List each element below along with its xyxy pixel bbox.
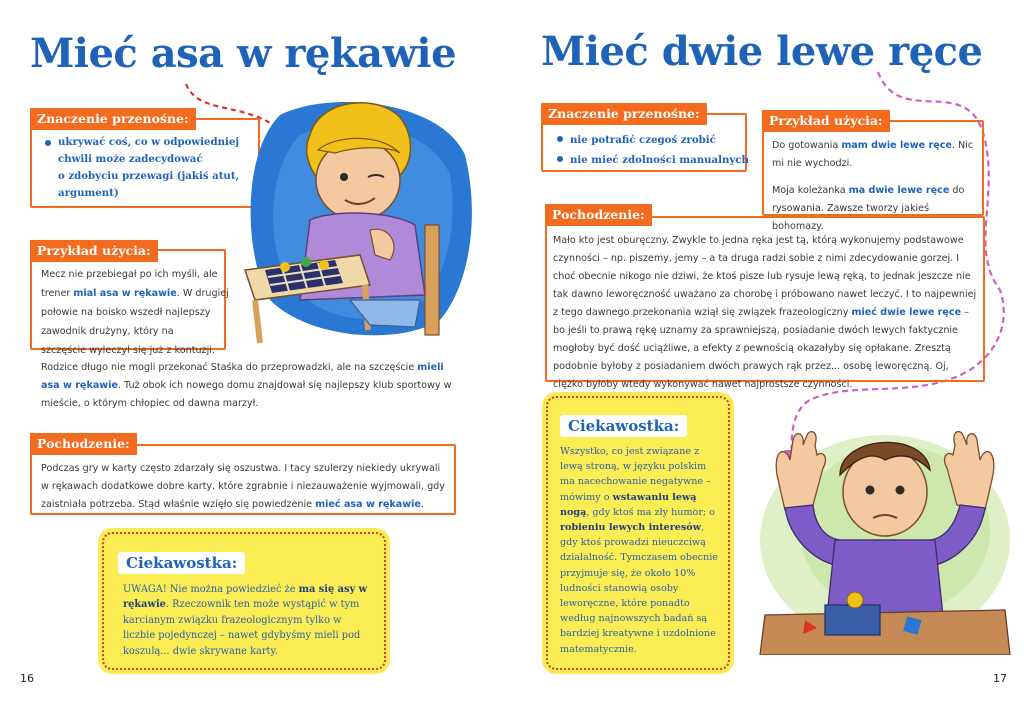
right-example-e1: Do gotowania mam dwie lewe ręce. Nic mi nie wychodzi. [772,140,974,169]
right-origin-text: Mało kto jest oburęczny. Zwykle to jedna ręka jest tą, którą wykonujemy podstawowe czynności – np. piszemy, jemy – a ta druga radzi sobie z nimi zdecydowanie gorzej. I choć obecnie nikogo nie dziwi, że ktoś pisze lub rysuje lewą ręką, to jednak jeszcze nie tak dawno leworęczność uważano za chorobę i próbowano nawet leczyć. I to najpewniej z tego dawnego przekonania wziął się związek frazeologiczny mieć dwie lewe ręce – bo jeśli to prawą rękę uznamy za sprawniejszą, posiadanie dwóch lewych faktycznie mogłoby być dość uciążliwe, a efekty z pewnością okazałyby się opłakane. Zresztą podobnie byłoby z posiadaniem dwóch prawych rąk przez... osobę leworęczną. Oj, ciężko byłoby wtedy wykonywać nawet najprostsze czynności. [553,235,977,390]
meaning-line: argument) [58,187,119,199]
confused-boy-raised-hands-illustration [755,420,1015,655]
left-fact-label: Ciekawostka: [118,552,245,574]
right-meaning-label: Znaczenie przenośne: [541,103,707,125]
right-fact-text: Wszystko, co jest związane z lewą stroną, w języku polskim ma nacechowanie negatywne – mówimy o wstawaniu lewą nogą, gdy ktoś ma zły humor; o robieniu lewych interesów, gdy ktoś prowadzi nieuczciwą działalność. Tymczasem obecnie przyjmuje się, że około 10% ludności stanowią osoby leworęczne, które ponadto według najnowszych badań są bardziej kreatywne i uzdolnione matematycznie. [560,446,718,655]
right-meaning-list [556,130,756,170]
example-line: trener mial asa w rękawie. W drugiej [41,288,229,299]
left-origin-text: Podczas gry w karty często zdarzały się oszustwa. I tacy szulerzy niekiedy ukrywali w rękawach dodatkowe dobre karty, które zgrabnie i niezauważenie wyjmowali, gdy zaistniała potrzeba. Stąd właśnie wzięło się powiedzenie mieć asa w rękawie. [41,463,445,510]
example-line: zawodnik drużyny, który na [41,326,174,337]
left-title: Mieć asa w rękawie [30,30,457,77]
right-example-label: Przykład użycia: [762,110,890,132]
left-fact-text: UWAGA! Nie można powiedzieć że ma się asy w rękawie. Rzeczownik ten może wystąpić w tym karcianym związku frazeologicznym tylko w liczbie pojedynczej – nawet gdybyśmy mieli pod koszulą... dwie skrywane karty. [123,584,368,657]
example-line: połowie na boisko wszedł najlepszy [41,307,211,318]
right-origin-label: Pochodzenie: [545,204,652,226]
left-origin-label: Pochodzenie: [30,433,137,455]
meaning-line: o zdobyciu przewagi (jakiś atut, [58,170,240,182]
right-example-e2: Moja koleżanka ma dwie lewe ręce do rysowania. Zawsze tworzy jakieś bohomazy. [772,185,965,232]
example-line: Mecz nie przebiegał po ich myśli, ale [41,269,218,280]
page-number-right: 17 [993,672,1007,685]
left-meaning-label: Znaczenie przenośne: [30,108,196,130]
right-fact-label: Ciekawostka: [560,415,687,437]
page-number-left: 16 [20,672,34,685]
meaning-line: ukrywać coś, co w odpowiedniej [44,134,254,151]
winking-boy-chess-illustration [240,95,480,345]
left-example-p1 [41,265,241,360]
meaning-item: nie potrafić czegoś zrobić [556,130,756,150]
left-example-p2: Rodzice długo nie mogli przekonać Staśka do przeprowadzki, ale na szczęście mieli asa w rękawie. Tuż obok ich nowego domu znajdował się najlepszy klub sportowy w mieście, o którym chłopiec od dawna marzył. [41,362,452,409]
meaning-item: nie mieć zdolności manualnych [556,150,756,170]
right-title: Mieć dwie lewe ręce [541,28,983,75]
left-meaning-list [44,134,254,202]
left-example-label: Przykład użycia: [30,240,158,262]
example-line: szczęście wyleczył się już z kontuzji. [41,345,215,356]
meaning-line: chwili może zadecydować [58,153,203,165]
